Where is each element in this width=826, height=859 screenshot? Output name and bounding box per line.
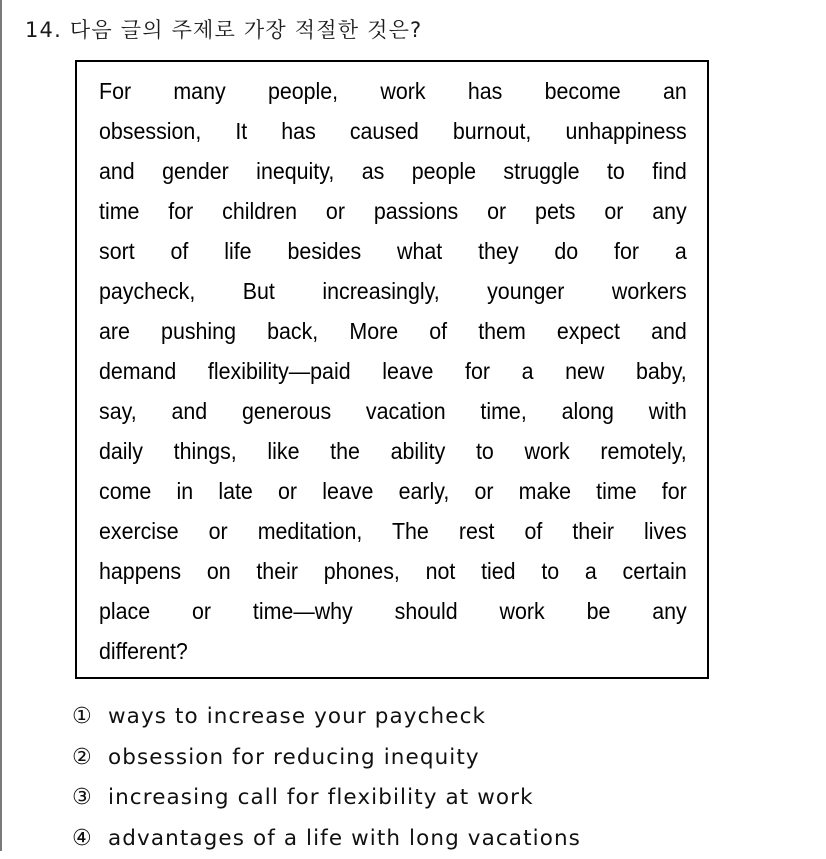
option-number-2: ② (72, 744, 93, 770)
passage-line: daily things, like the ability to work remotely, (99, 438, 687, 464)
passage-line: come in late or leave early, or make time for (99, 478, 687, 504)
option-text: increasing call for flexibility at work (108, 785, 534, 811)
passage-line: For many people, work has become an (99, 78, 687, 104)
passage-line: demand flexibility—paid leave for a new baby, (99, 358, 687, 384)
answer-option-4[interactable] (72, 818, 581, 859)
answer-option-3[interactable] (72, 777, 581, 818)
option-text: advantages of a life with long vacations (108, 825, 581, 851)
passage-box (75, 60, 709, 679)
passage-line: say, and generous vacation time, along with (99, 398, 687, 424)
answer-option-2[interactable] (72, 737, 581, 778)
passage-line: different? (99, 638, 188, 664)
answer-option-1[interactable] (72, 696, 581, 737)
answer-options (72, 696, 581, 859)
passage-line: time for children or passions or pets or any (99, 198, 687, 224)
option-text: ways to increase your paycheck (108, 703, 487, 729)
passage-line: obsession, It has caused burnout, unhappiness (99, 118, 687, 144)
passage-line: happens on their phones, not tied to a certain (99, 558, 687, 584)
passage-line: paycheck, But increasingly, younger workers (99, 278, 687, 304)
passage-line: place or time—why should work be any (99, 598, 687, 624)
option-text: obsession for reducing inequity (108, 744, 480, 770)
page-left-border (0, 0, 2, 851)
option-number-3: ③ (72, 785, 93, 811)
passage-line: are pushing back, More of them expect and (99, 318, 687, 344)
option-number-4: ④ (72, 825, 93, 851)
passage-text (99, 74, 687, 674)
passage-line: sort of life besides what they do for a (99, 238, 687, 264)
passage-line: exercise or meditation, The rest of their lives (99, 518, 687, 544)
passage-line: and gender inequity, as people struggle to find (99, 158, 687, 184)
option-number-1: ① (72, 703, 93, 729)
question-title: 14. 다음 글의 주제로 가장 적절한 것은? (25, 18, 423, 42)
